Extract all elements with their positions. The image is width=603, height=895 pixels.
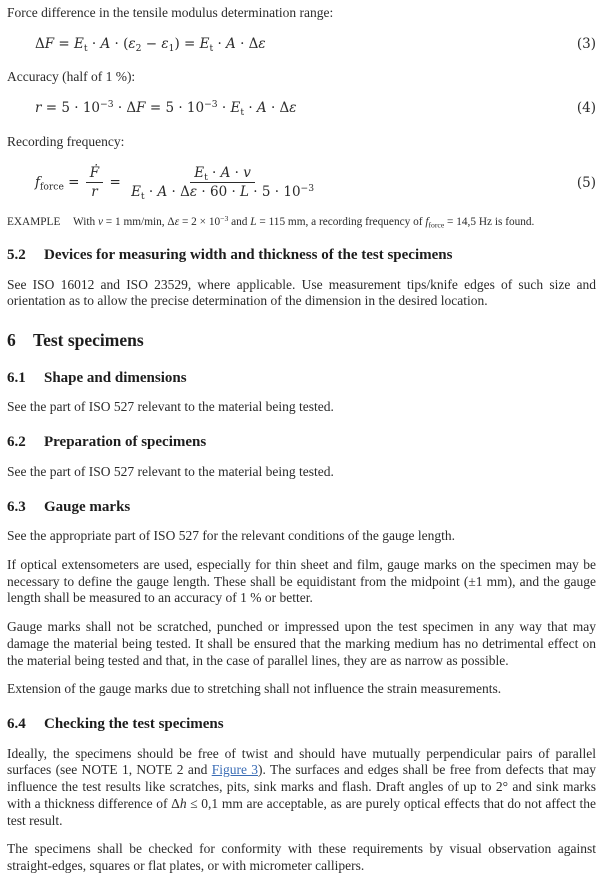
- heading-6-4: [7, 715, 596, 734]
- paragraph-6-3-a: See the appropriate part of ISO 527 for the relevant conditions of the gauge length.: [7, 528, 455, 544]
- heading-6-2-number: 6.2: [7, 434, 26, 451]
- equation-5: [7, 165, 596, 201]
- heading-5-2-title: Devices for measuring width and thickness of the test specimens: [44, 247, 453, 264]
- paragraph-force-difference-lead: Force difference in the tensile modulus determination range:: [7, 5, 334, 20]
- example-label: EXAMPLE: [7, 216, 61, 229]
- example-text: With v = 1 mm/min, $\Delta\varepsilon = 2 \times 10^{-3}$ and L = 115 mm, a recording frequency of $f_{force} = 14,5$ Hz is found.: [73, 213, 535, 230]
- heading-6-4-number: 6.4: [7, 716, 26, 733]
- heading-6-2-title: Preparation of specimens: [44, 434, 207, 451]
- heading-6-4-title: Checking the test specimens: [44, 716, 224, 733]
- heading-6-title: Test specimens: [33, 330, 144, 351]
- equation-4: [7, 100, 596, 117]
- paragraph-6-4-a: Ideally, the specimens should be free of twist and should have mutually perpendicular pairs of parallel surfaces (see NOTE 1, NOTE 2 and Figure 3). The surfaces and edges shall be free from defects that may influence the test results like scratches, pits, sink marks and flash. Draft angles of up to 2° and sink marks with a thickness difference of Δh ≤ 0,1 mm are acceptable, as are purely optical effects that do not affect the test result.: [7, 745, 597, 828]
- heading-5-2: [7, 246, 596, 265]
- heading-6-1: [7, 369, 596, 388]
- paragraph-6-1: See the part of ISO 527 relevant to the material being tested.: [7, 399, 334, 415]
- equation-3: [7, 36, 596, 53]
- heading-6-3-number: 6.3: [7, 498, 26, 515]
- heading-6-3-title: Gauge marks: [44, 498, 131, 515]
- equation-4-number: (4): [576, 100, 596, 117]
- paragraph-accuracy-lead: Accuracy (half of 1 %):: [7, 69, 136, 85]
- equation-3-formula: $\Delta F = E_t \cdot A \cdot (\varepsilon_2 - \varepsilon_1) = E_t \cdot A \cdot \Delta\varepsilon$: [35, 35, 266, 54]
- heading-6-2: [7, 433, 596, 452]
- equation-4-formula: $r = 5 \cdot 10^{-3} \cdot \Delta F = 5 \cdot 10^{-3} \cdot E_t \cdot A \cdot \Delta\varepsilon$: [35, 99, 297, 118]
- equation-3-number: (3): [576, 35, 596, 52]
- figure-3-link[interactable]: Figure 3: [211, 762, 259, 778]
- paragraph-6-3-c: Gauge marks shall not be scratched, punched or impressed upon the test specimen in any way that may damage the material being tested. It shall be ensured that the marking medium has no detrimental effect on the material being tested and that, in the case of parallel lines, they are as narrow as possible.: [7, 619, 596, 668]
- paragraph-recording-lead: Recording frequency:: [7, 133, 125, 149]
- heading-6: [7, 330, 596, 352]
- paragraph-6-3-b: If optical extensometers are used, especially for thin sheet and film, gauge marks on the specimen may be necessary to define the gauge length. These shall be equidistant from the midpoint (±1 mm), and the gauge length shall be measured to an accuracy of 1 % or better.: [7, 556, 596, 606]
- example-note: [7, 215, 596, 229]
- equation-5-number: (5): [576, 174, 596, 191]
- heading-6-1-number: 6.1: [7, 369, 26, 386]
- paragraph-6-3-d: Extension of the gauge marks due to stretching shall not influence the strain measurements.: [7, 681, 502, 697]
- paragraph-6-2: See the part of ISO 527 relevant to the material being tested.: [7, 463, 334, 479]
- heading-5-2-number: 5.2: [7, 247, 26, 264]
- heading-6-1-title: Shape and dimensions: [44, 369, 187, 386]
- equation-5-formula: $f_{force}$ = $\frac{\text{Ḟ}}{r}$ = $\frac{E_t \cdot A \cdot v}{E_t \cdot A \cdot \Delta\varepsilon \cdot 60 \cdot L \cdot 5 \cdot 10^{-3}}$: [35, 164, 315, 203]
- paragraph-6-4-b: The specimens shall be checked for conformity with these requirements by visual observation against straight-edges, squares or flat plates, or with micrometer callipers.: [7, 841, 596, 874]
- paragraph-5-2: See ISO 16012 and ISO 23529, where applicable. Use measurement tips/knife edges of such size and orientation as to allow the precise determination of the dimension in the desired location.: [7, 276, 596, 309]
- heading-6-3: [7, 498, 596, 517]
- heading-6-number: 6: [7, 330, 16, 351]
